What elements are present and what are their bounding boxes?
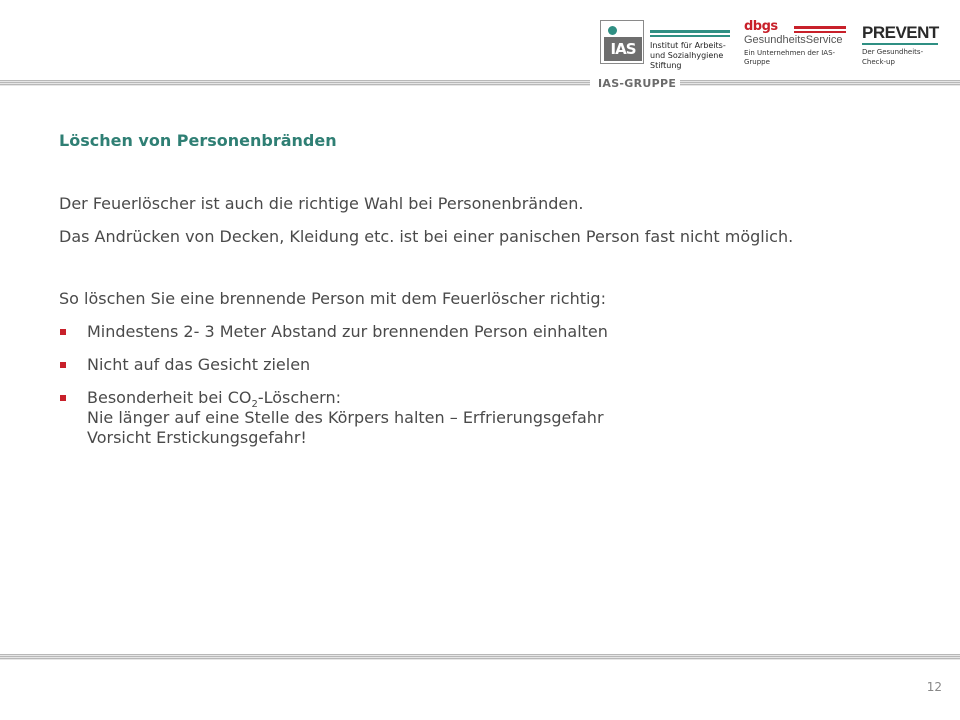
list-item-text: Nicht auf das Gesicht zielen [87,355,311,374]
list-item-text: Mindestens 2- 3 Meter Abstand zur brennenden Person einhalten [87,322,608,341]
page-number: 12 [926,680,942,694]
co2-prefix: Besonderheit bei CO [87,388,252,407]
prevent-underline [862,43,938,45]
list-item-line-1 [87,388,939,411]
footer-rule [0,654,960,660]
list-item [59,322,939,342]
dbgs-brand: dbgs [744,19,778,34]
bullet-list [59,322,939,448]
slide-content [59,131,939,461]
paragraph-2: Das Andrücken von Decken, Kleidung etc. ist bei einer panischen Person fast nicht möglich. [59,227,794,246]
slide-title: Löschen von Personenbränden [59,131,337,150]
dbgs-service: GesundheitsService [744,34,843,46]
list-item [59,388,939,448]
header-rule-left [0,80,590,86]
ias-logo-bar-2 [650,35,730,37]
ias-logo-dot-icon [608,26,617,35]
co2-suffix: -Löschern: [257,388,341,407]
bullet-square-icon [60,395,66,401]
prevent-subline: Der Gesundheits-Check-up [862,48,924,66]
list-item-line-2: Nie länger auf eine Stelle des Körpers halten – Erfrierungsgefahr [87,408,604,427]
intro-text: So löschen Sie eine brennende Person mit dem Feuerlöscher richtig: [59,289,606,308]
group-label: IAS-GRUPPE [598,77,677,90]
dbgs-logo [744,20,848,67]
list-item-line-3: Vorsicht Erstickungsgefahr! [87,428,307,447]
ias-name: Institut für Arbeits- und Sozialhygiene Stiftung [650,41,726,70]
header-logos [596,16,948,72]
paragraph-1: Der Feuerlöscher ist auch die richtige Wahl bei Personenbränden. [59,194,584,213]
bullet-square-icon [60,362,66,368]
prevent-brand: PREVENT [862,23,939,42]
dbgs-bar [794,26,846,29]
spacer [59,260,939,289]
dbgs-bar-2 [794,31,846,33]
ias-logo-bar [650,30,730,33]
co2-subscript: 2 [251,399,258,411]
list-item [59,355,939,375]
ias-logo [600,20,644,64]
prevent-logo [862,24,946,67]
header-rule [0,80,960,86]
header-rule-right [680,80,960,86]
ias-logo-text: IAS [604,37,642,61]
bullet-square-icon [60,329,66,335]
dbgs-subline: Ein Unternehmen der IAS-Gruppe [744,49,836,66]
